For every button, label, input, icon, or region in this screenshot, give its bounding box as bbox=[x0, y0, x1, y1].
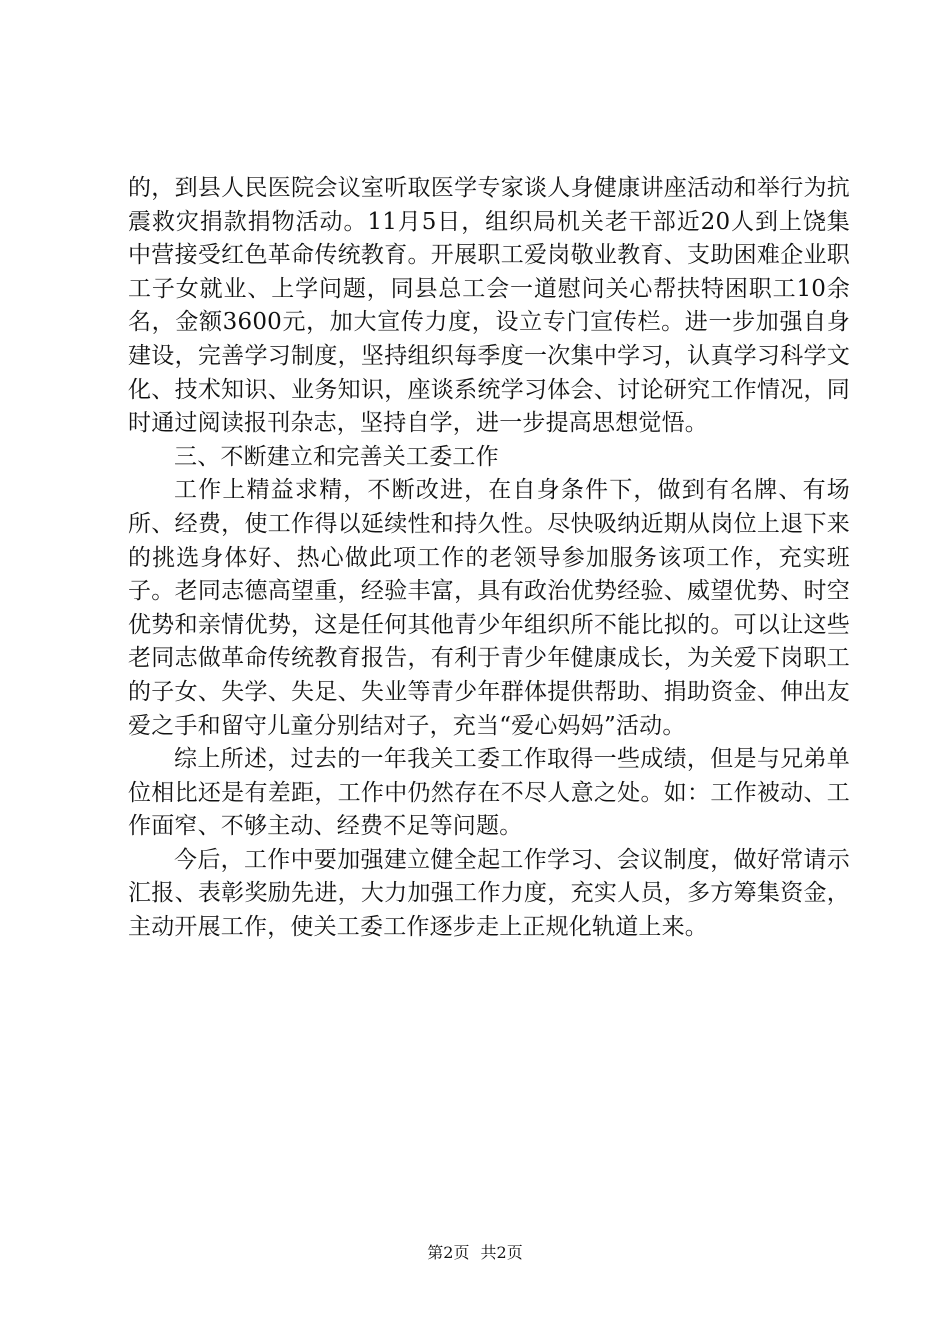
paragraph: 今后，工作中要加强建立健全起工作学习、会议制度，做好常请示汇报、表彰奖励先进，大力加强工作力度，充实人员，多方筹集资金，主动开展工作，使关工委工作逐步走上正规化轨道上来。 bbox=[128, 846, 850, 941]
paragraph: 综上所述，过去的一年我关工委工作取得一些成绩，但是与兄弟单位相比还是有差距，工作中仍然存在不尽人意之处。如：工作被动、工作面窄、不够主动、经费不足等问题。 bbox=[128, 746, 850, 840]
page-number: 第2页 bbox=[427, 1243, 470, 1262]
paragraph-continuation: 的，到县人民医院会议室听取医学专家谈人身健康讲座活动和举行为抗震救灾捐款捐物活动。11月5日，组织局机关老干部近20人到上饶集中营接受红色革命传统教育。开展职工爱岗敬业教育、支助困难企业职工子女就业、上学问题，同县总工会一道慰问关心帮扶特困职工10余名，金额3600元，加大宣传力度，设立专门宣传栏。进一步加强自身建设，完善学习制度，坚持组织每季度一次集中学习，认真学习科学文化、技术知识、业务知识，座谈系统学习体会、讨论研究工作情况，同时通过阅读报刊杂志，坚持自学，进一步提高思想觉悟。 bbox=[128, 175, 850, 437]
document-body bbox=[128, 172, 850, 945]
page-footer bbox=[0, 1243, 950, 1263]
page-total: 共2页 bbox=[480, 1243, 523, 1262]
section-heading: 三、不断建立和完善关工委工作 bbox=[174, 443, 499, 470]
paragraph: 工作上精益求精，不断改进，在自身条件下，做到有名牌、有场所、经费，使工作得以延续性和持久性。尽快吸纳近期从岗位上退下来的挑选身体好、热心做此项工作的老领导参加服务该项工作，充实班子。老同志德高望重，经验丰富，具有政治优势经验、威望优势、时空优势和亲情优势，这是任何其他青少年组织所不能比拟的。可以让这些老同志做革命传统教育报告，有利于青少年健康成长，为关爱下岗职工的子女、失学、失足、失业等青少年群体提供帮助、捐助资金、伸出友爱之手和留守儿童分别结对子，充当“爱心妈妈”活动。 bbox=[128, 477, 850, 739]
